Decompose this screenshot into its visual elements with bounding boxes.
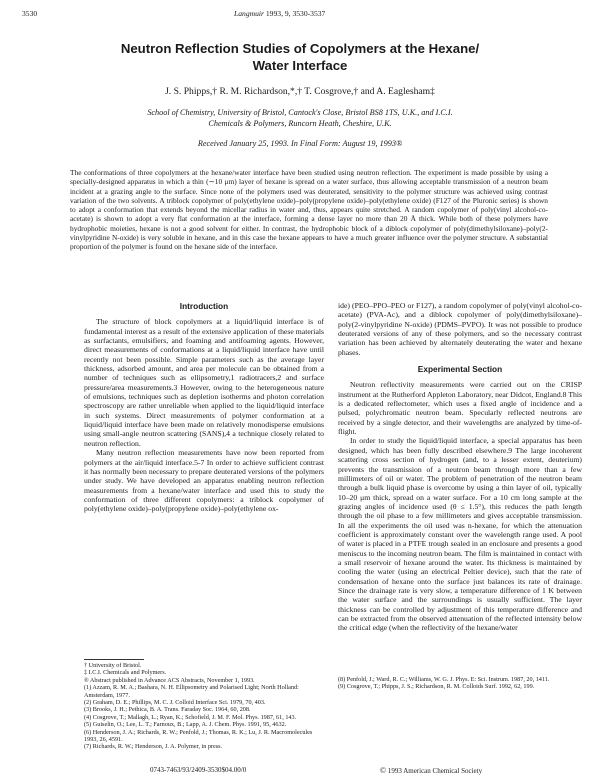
body-paragraph: Many neutron reflection measurements have now been reported from polymers at the air/liquid interface.5-7 In order to achieve sufficient contrast it has normally been necessary to prepare deuterated versions of the polymers under study. We have developed an apparatus enabling neutron reflection measurements from a hexane/water interface and used this to study the conformation of three different copolymers: a triblock copolymer of poly(ethylene oxide)–poly(propylene oxide)–poly(ethylene ox- xyxy=(84,448,324,514)
footnote: † University of Bristol. xyxy=(84,662,142,669)
body-paragraph: In order to study the liquid/liquid interface, a special apparatus has been designed, which has been fully described elsewhere.9 The large incoherent scattering cross section of hydrogen (and, to a lesser extent, deuterium) prevents the transmission of a neutron beam through more than a few millimeters of oil or water. The problem of penetration of the neutron beam through a bulk liquid phase is overcome by using a thin layer of oil, typically 10–20 μm thick, spread on a water surface. For a 10 cm long sample at the grazing angles of incidence used (θ ≤ 1.5°), this reduces the path length through the oil phase to a few millimeters and gives acceptable transmission. In all the experiments the oil used was n-hexane, for which the attenuation coefficient is approximately constant over the wavelength range used. A pool of water is placed in a PTFE trough sealed in an enclosure and presents a good meniscus to the incoming neutron beam. The film is maintained in contact with a small reservoir of hexane around the water. Its thickness is maintained by cooling the water (using an electrical Peltier device), such that the rate of condensation of hexane onto the surface just balances its rate of drainage. Since the drainage rate is very slow, a temperature difference of 1 K between the water surface and the surroundings is usually sufficient. The layer thickness can be controlled by adjustment of this temperature difference and can be extracted from the observed attenuation of the reflected intensity below the critical edge (when the reflectivity of the hexane/water xyxy=(338,436,582,633)
reference: (7) Richards, R. W.; Henderson, J. A. Polymer, in press. xyxy=(84,743,223,751)
abstract: The conformations of three copolymers at the hexane/water interface have been studied using neutron reflection. The experiment is made possible by using a specially-designed apparatus in which a thin (∼10 μm) layer of hexane is spread on a water surface, thus allowing acceptable transmission of a neutron beam incident at a grazing angle to the surface. Since none of the polymers used was deuterated, sensitivity to the polymer structure was achieved using contrast variation of the two solvents. A triblock copolymer of poly(ethylene oxide)–poly(propylene oxide)–poly(ethylene oxide) (F127 of the Pluronic series) is shown to adopt a conformation that extends beyond the micellar radius in water and, thus, appears quite stretched. A random copolymer of poly(vinyl alcohol-co-acetate) is shown to adopt a very flat conformation at the interface, forming a dense layer no more than 20 Å thick. While both of these polymers have hydrophobic moieties, hexane is not a good solvent for either. In contrast, the hydrophobic block of a diblock copolymer of poly(dimethylsiloxane)–poly(2-vinylpyridine N-oxide) is very soluble in hexane, and in this case the hexane appears to have a much greater influence over the polymer structure. A substantial proportion of the polymer is found on the hexane side of the interface. xyxy=(70,168,548,252)
journal-issue: 1993, 9, 3530-3537 xyxy=(265,9,326,18)
author-list: J. S. Phipps,† R. M. Richardson,*,† T. Cosgrove,† and A. Eaglesham‡ xyxy=(165,86,435,97)
title-line-2: Water Interface xyxy=(252,58,348,73)
left-column xyxy=(84,300,324,654)
reference: (8) Penfold, J.; Ward, R. C.; Williams, W. G. J. Phys. E: Sci. Instrum. 1987, 20, 1411. xyxy=(338,676,550,683)
body-paragraph: Neutron reflectivity measurements were carried out on the CRISP instrument at the Rutherford Appleton Laboratory, near Didcot, England.8 This is a dedicated reflectometer, which uses a fixed angle of incidence and a pulsed, polychromatic neutron beam. Specularly reflected neutrons are received by a single detector, and their wavelengths are analyzed by time-of-flight. xyxy=(338,380,582,437)
copyright-notice xyxy=(380,766,482,775)
reference: (1) Azzam, R. M. A.; Bashara, N. H. Ellipsometry and Polarised Light; North Holland: Amsterdam, 1977. xyxy=(84,684,299,699)
footnotes-right xyxy=(338,676,582,716)
reference: (4) Cosgrove, T.; Mallagh, L.; Ryan, K.; Schofield, J. M. F. Mol. Phys. 1987, 61, 143. xyxy=(84,713,297,721)
reference: (3) Brooks, J. H.; Pethica, B. A. Trans. Faraday Soc. 1964, 60, 208. xyxy=(84,706,251,714)
footnotes-left xyxy=(84,662,324,762)
reference: (9) Cosgrove, T.; Phipps, J. S.; Richardson, R. M. Colloids Surf. 1992, 62, 199. xyxy=(338,683,535,691)
copyright-symbol: © xyxy=(380,766,387,775)
title-line-1: Neutron Reflection Studies of Copolymers at the Hexane/ xyxy=(120,41,480,56)
reference: (6) Henderson, J. A.; Richards, R. W.; Penfold, J.; Thomas, R. K.; Lu, J. R. Macromolecules 1993, 26, 4591. xyxy=(84,728,313,744)
running-header xyxy=(22,9,580,21)
section-heading-introduction: Introduction xyxy=(179,301,229,311)
footnote: ‡ I.C.I. Chemicals and Polymers. xyxy=(84,669,167,677)
section-heading-experimental: Experimental Section xyxy=(417,364,503,375)
reference: (5) Guiselin, O.; Lee, L. T.; Farnoux, B.; Lapp, A. J. Chem. Phys. 1991, 95, 4632. xyxy=(84,721,287,729)
article-title xyxy=(40,40,560,74)
body-paragraph-continued: ide) (PEO–PPO–PEO or F127), a random copolymer of poly(vinyl alcohol-co-acetate) (PVA-Ac), and a diblock copolymer of poly(dimethylsiloxane)–poly(2-vinylpyridine N-oxide) (PDMS–PVPO). It was not possible to produce deuterated versions of any of these polymers, and so the necessary contrast variation has been achieved by alternately deuterating the water and hexane phases. xyxy=(338,301,582,357)
affiliation-line-1: School of Chemistry, University of Bristol, Cantock's Close, Bristol BS8 1TS, U.K., and I.C.I. xyxy=(147,108,453,117)
article-code: 0743-7463/93/2409-3530$04.00/0 xyxy=(150,766,247,774)
journal-name: Langmuir xyxy=(234,9,264,18)
affiliation xyxy=(60,107,540,129)
affiliation-line-2: Chemicals & Polymers, Runcorn Heath, Cheshire, U.K. xyxy=(208,119,392,128)
reference: (2) Graham, D. E.; Phillips, M. C. J. Colloid Interface Sci. 1979, 70, 403. xyxy=(84,699,266,707)
right-column xyxy=(338,301,582,671)
footnote: ® Abstract published in Advance ACS Abstracts, November 1, 1993. xyxy=(84,676,255,684)
footnote-rule xyxy=(84,659,144,660)
body-paragraph: The structure of block copolymers at a liquid/liquid interface is of fundamental interest as a result of the extensive application of these materials as surfactants, emulsifiers, and foaming and antifoaming agents. However, direct measurements of conformations at a liquid/liquid interface have until recently not been possible. Simple parameters such as the average layer thickness, adsorbed amount, and area per molecule can be obtained from a number of techniques such as ellipsometry,1 radiotracers,2 and surface pressure/area measurements.3 However, owing to the heterogeneous nature of emulsions, techniques such as depletion isotherms and photon correlation spectroscopy are rather unreliable when applied to the liquid/liquid interface in such systems. Direct measurements of polymer conformation at a liquid/liquid interface have been made on relatively monodisperse emulsions using small-angle neutron scattering (SANS),4 a technique closely related to neutron reflection. xyxy=(84,317,324,448)
copyright-text: 1993 American Chemical Society xyxy=(387,767,483,775)
received-dates: Received January 25, 1993. In Final Form: August 19, 1993® xyxy=(197,139,403,148)
journal-citation xyxy=(234,9,325,18)
page-number: 3530 xyxy=(22,9,38,18)
